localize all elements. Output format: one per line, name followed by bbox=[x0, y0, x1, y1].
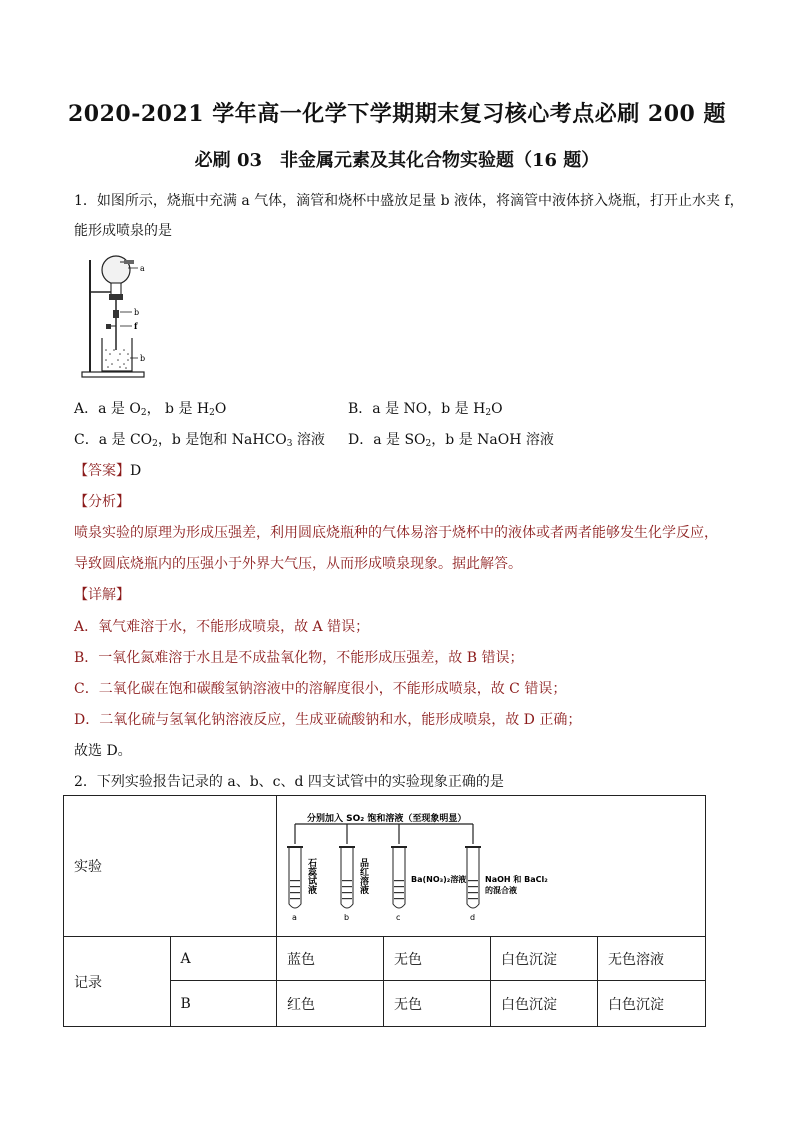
detail-tag: 【详解】 bbox=[74, 587, 130, 603]
tube-letter-c: c bbox=[395, 913, 401, 922]
cell-a: 红色 bbox=[276, 981, 383, 1027]
cell-a: 蓝色 bbox=[276, 937, 383, 981]
option-d[interactable]: D．a 是 $SO_2$，b 是 NaOH 溶液 bbox=[348, 432, 554, 449]
test-tubes-figure bbox=[277, 796, 705, 932]
detail-c: C．二氧化碳在饱和碳酸氢钠溶液中的溶解度很小，不能形成喷泉，故 C 错误； bbox=[74, 681, 567, 697]
table-row bbox=[64, 937, 706, 981]
tube-d-label-2: 的混合液 bbox=[484, 886, 517, 895]
analysis-line2: 导致圆底烧瓶内的压强小于外界大气压，从而形成喷泉现象。据此解答。 bbox=[74, 556, 522, 572]
figure-label-b-dropper: b bbox=[134, 308, 140, 317]
answer-tag: 【答案】 bbox=[74, 463, 130, 479]
tube-b-label: 品红溶液 bbox=[357, 858, 368, 894]
conclusion: 故选 D。 bbox=[74, 743, 132, 759]
option-c[interactable]: C．a 是 $CO_2$，b 是饱和 NaHCO$_3$ 溶液 bbox=[74, 432, 325, 449]
tube-letter-a: a bbox=[291, 913, 297, 922]
table-row-experiment bbox=[64, 796, 706, 937]
experiment-label: 实验 bbox=[64, 796, 277, 937]
figure-label-a: a bbox=[140, 264, 145, 273]
figure-label-f: f bbox=[134, 321, 138, 331]
q1-stem-line2: 能形成喷泉的是 bbox=[74, 223, 172, 239]
detail-b: B．一氧化氮难溶于水且是不成盐氧化物，不能形成压强差，故 B 错误； bbox=[74, 650, 524, 666]
cell-c: 白色沉淀 bbox=[490, 981, 597, 1027]
tube-a-label: 石蕊试液 bbox=[305, 858, 316, 894]
experiment-table bbox=[63, 795, 706, 1027]
tube-letter-d: d bbox=[469, 913, 476, 922]
fountain-apparatus-figure bbox=[80, 250, 160, 382]
cell-b: 无色 bbox=[383, 981, 490, 1027]
analysis-tag: 【分析】 bbox=[74, 494, 130, 510]
record-label: 记录 bbox=[64, 937, 171, 1027]
answer-value: D bbox=[130, 463, 142, 479]
experiment-figure-cell bbox=[276, 796, 705, 937]
detail-a: A．氧气难溶于水，不能形成喷泉，故 A 错误； bbox=[74, 619, 370, 635]
option-b[interactable]: B．a 是 NO，b 是 $H_2O$ bbox=[348, 401, 503, 418]
detail-d: D．二氧化硫与氢氧化钠溶液反应，生成亚硫酸钠和水，能形成喷泉，故 D 正确； bbox=[74, 712, 582, 728]
figure-label-b-beaker: b bbox=[140, 354, 146, 363]
cell-c: 白色沉淀 bbox=[490, 937, 597, 981]
analysis-line1: 喷泉实验的原理为形成压强差，利用圆底烧瓶种的气体易溶于烧杯中的液体或者两者能够发生化学反应， bbox=[74, 525, 718, 541]
document-title: 2020-2021 学年高一化学下学期期末复习核心考点必刷 200 题 bbox=[68, 101, 726, 127]
tube-letter-b: b bbox=[343, 913, 350, 922]
tube-d-label-1: NaOH 和 BaCl₂ bbox=[484, 875, 548, 884]
option-a[interactable]: A．a 是 $O_2$， b 是 $H_2O$ bbox=[74, 401, 227, 418]
row-option: A bbox=[170, 937, 276, 981]
cell-b: 无色 bbox=[383, 937, 490, 981]
tube-c-label: Ba(NO₃)₂溶液 bbox=[410, 875, 467, 884]
cell-d: 白色沉淀 bbox=[597, 981, 705, 1027]
row-option: B bbox=[170, 981, 276, 1027]
answer-line bbox=[74, 460, 141, 480]
q2-stem: 2．下列实验报告记录的 a、b、c、d 四支试管中的实验现象正确的是 bbox=[74, 774, 504, 790]
cell-d: 无色溶液 bbox=[597, 937, 705, 981]
figure-top-label: 分别加入 SO₂ 饱和溶液（至现象明显） bbox=[306, 814, 467, 824]
q1-stem-line1: 1．如图所示，烧瓶中充满 a 气体，滴管和烧杯中盛放足量 b 液体，将滴管中液体挤入烧瓶，打开止水夹 f， bbox=[74, 193, 744, 209]
document-subtitle: 必刷 03 非金属元素及其化合物实验题（16 题） bbox=[194, 150, 600, 171]
